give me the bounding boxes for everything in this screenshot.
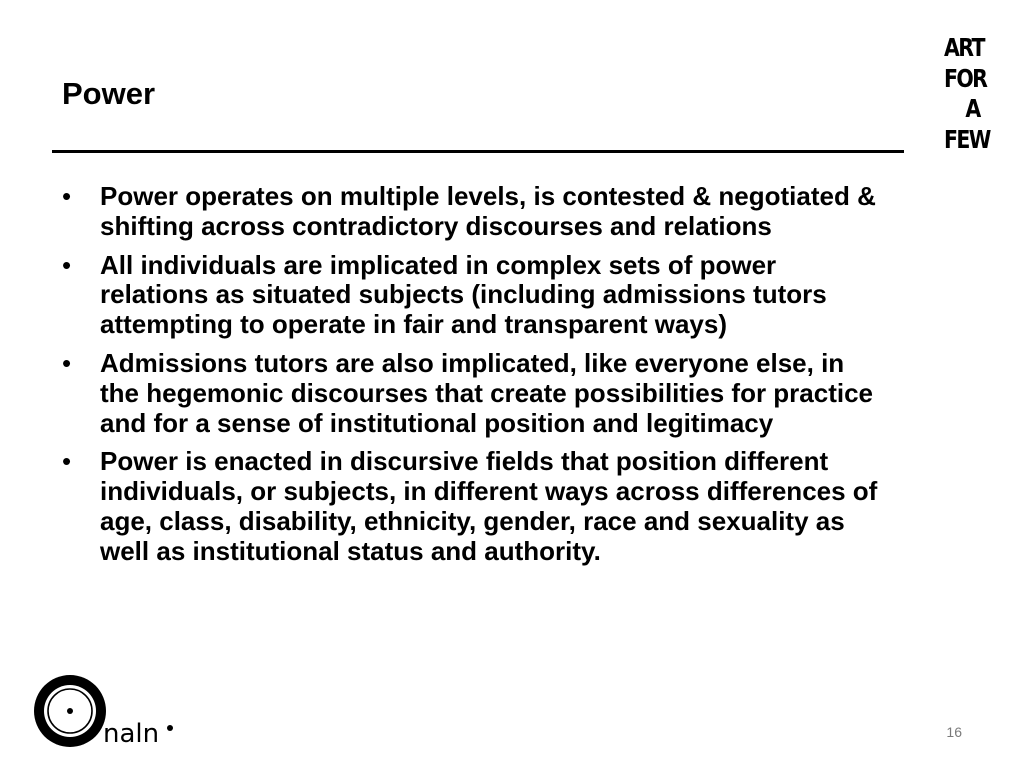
page-number: 16: [946, 724, 962, 740]
bullet-dot: •: [62, 181, 72, 211]
bullet-text: Power is enacted in discursive fields that position different individuals, or subjects, in different ways across differences of age, class, disability, ethnicity, gender, race and sexuality as well as institutional status and authority.: [100, 446, 878, 566]
bullet-item: [62, 349, 882, 438]
bullet-list: [62, 182, 882, 576]
bullet-item: [62, 251, 882, 340]
bullet-dot: •: [62, 446, 72, 477]
brand-line-for: FOR: [944, 63, 987, 93]
bullet-dot: •: [62, 249, 72, 280]
art-for-a-few-logo: [944, 33, 992, 155]
bullet-item: [62, 447, 882, 566]
brand-line-art: ART: [944, 33, 984, 62]
title-underline: [52, 150, 904, 153]
bullet-text: All individuals are implicated in complex sets of power relations as situated subjects (including admissions tutors attempting to operate in fair and transparent ways): [100, 249, 827, 340]
bullet-text: Admissions tutors are also implicated, like everyone else, in the hegemonic discourses that create possibilities for practice and for a sense of institutional position and legitimacy: [100, 347, 874, 438]
bullet-dot: •: [62, 347, 72, 378]
naln-ring-icon: [33, 674, 107, 748]
slide-title: Power: [62, 76, 156, 111]
bullet-item: [62, 182, 882, 242]
brand-line-few: FEW: [944, 124, 990, 154]
naln-logo-text: naln: [103, 719, 160, 746]
brand-line-a: A: [965, 94, 980, 123]
naln-logo: [103, 714, 183, 746]
bullet-text: Power operates on multiple levels, is contested & negotiated & shifting across contradictory discourses and relations: [100, 181, 876, 241]
